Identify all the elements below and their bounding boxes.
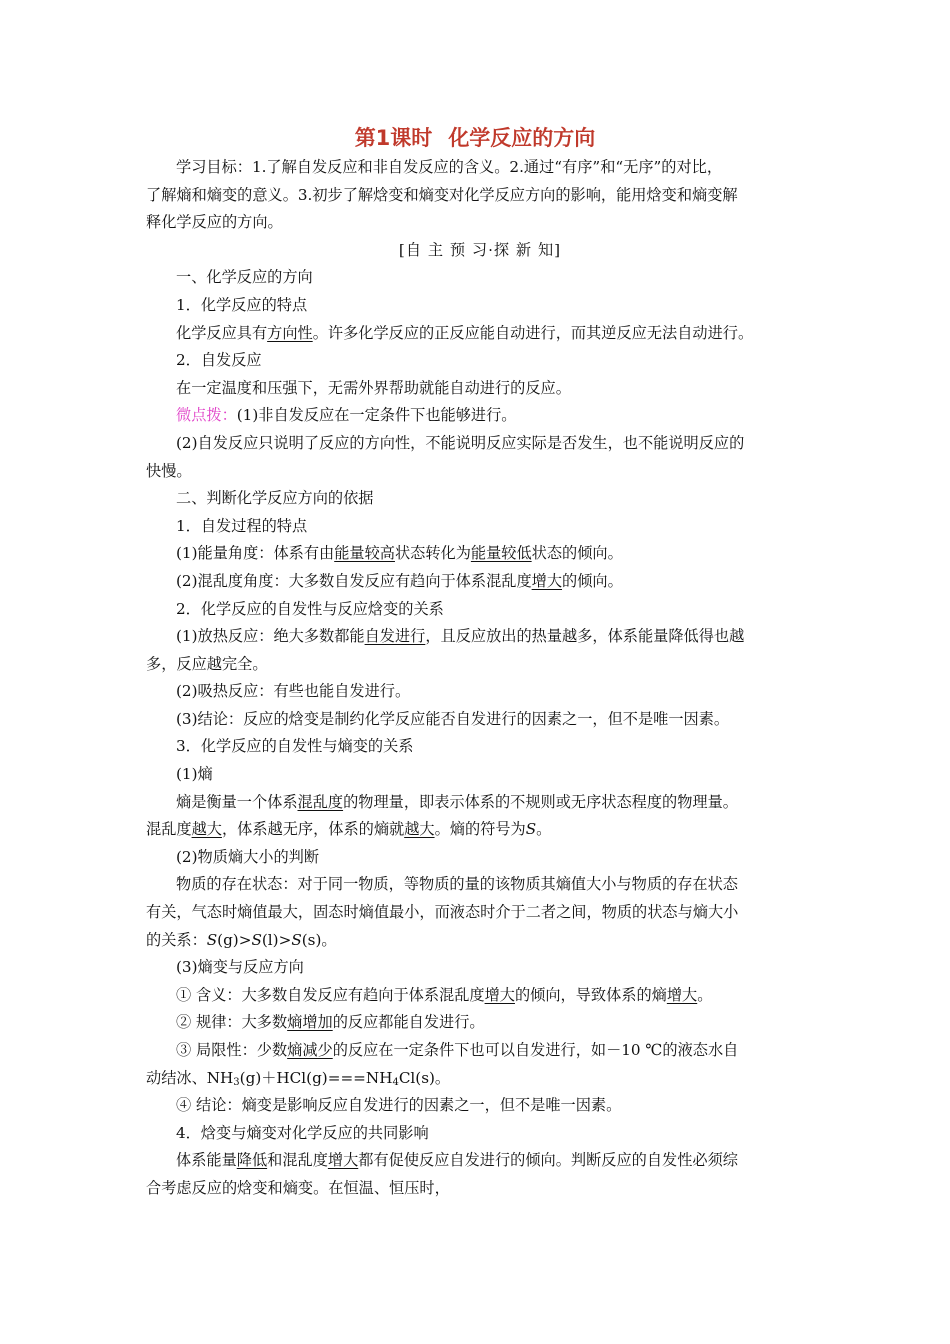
tip-line-2: (2)自发反应只说明了反应的方向性，不能说明反应实际是否发生，也不能说明反应的 (176, 433, 745, 452)
enthalpy-conclusion: (3)结论：反应的焓变是制约化学反应能否自发进行的因素之一，但不是唯一因素。 (176, 709, 730, 728)
meaning-line: ① 含义：大多数自发反应有趋向于体系混乱度增大的倾向，导致体系的熵增大。 (176, 985, 713, 1004)
s2-subheading-4: 4．焓变与熵变对化学反应的共同影响 (176, 1123, 429, 1142)
goals-line-1: 学习目标：1.了解自发反应和非自发反应的含义。2.通过“有序”和“无序”的对比， (176, 158, 723, 176)
endothermic-line: (2)吸热反应：有些也能自发进行。 (176, 682, 411, 701)
s2-subheading-1: 1．自发过程的特点 (176, 516, 308, 535)
s1-paragraph-1: 化学反应具有方向性。许多化学反应的正反应能自动进行，而其逆反应无法自动进行。 (176, 323, 754, 342)
goals-line-3: 释化学反应的方向。 (146, 213, 283, 232)
s2-subheading-2: 2．化学反应的自发性与反应焓变的关系 (176, 599, 444, 618)
entropy-judge-line-3: 的关系：S(g)>S(l)>S(s)。 (146, 930, 337, 949)
s1-subheading-2: 2．自发反应 (176, 351, 262, 370)
limitation-line-1: ③ 局限性：少数熵减少的反应在一定条件下也可以自发进行，如－10 ℃的液态水自 (176, 1041, 739, 1059)
blank-answer: 方向性 (267, 323, 313, 342)
entropy-judge-line-1: 物质的存在状态：对于同一物质，等物质的量的该物质其熵值大小与物质的存在状态 (176, 875, 738, 894)
s1-paragraph-2: 在一定温度和压强下，无需外界帮助就能自动进行的反应。 (176, 378, 571, 397)
blank-answer: 增大 (484, 985, 515, 1004)
tip-label: 微点拨： (176, 406, 237, 425)
section-1-heading: 一、化学反应的方向 (176, 268, 313, 287)
blank-answer: 增大 (327, 1151, 359, 1170)
blank-answer: 熵减少 (287, 1041, 333, 1059)
combined-line-2: 合考虑反应的焓变和熵变。在恒温、恒压时， (146, 1178, 450, 1197)
exothermic-line-1: (1)放热反应：绝大多数都能自发进行，且反应放出的热量越多，体系能量降低得也越 (176, 627, 745, 646)
entropy-def-line-2: 混乱度越大，体系越无序，体系的熵就越大。熵的符号为S。 (146, 820, 552, 839)
entropy-subheading: (1)熵 (176, 765, 213, 784)
blank-answer: 混乱度 (297, 792, 344, 811)
disorder-angle-line: (2)混乱度角度：大多数自发反应有趋向于体系混乱度增大的倾向。 (176, 571, 623, 590)
s1-subheading-1: 1．化学反应的特点 (176, 295, 308, 314)
blank-answer: 越大 (191, 820, 222, 839)
blank-answer: 能量较低 (470, 544, 532, 563)
lesson-number: 第1课时 (354, 126, 433, 150)
s2-subheading-3: 3．化学反应的自发性与熵变的关系 (176, 737, 414, 756)
blank-answer: 熵增加 (287, 1013, 333, 1032)
page-title (0, 122, 950, 152)
energy-angle-line: (1)能量角度：体系有由能量较高状态转化为能量较低状态的倾向。 (176, 544, 623, 563)
exothermic-line-2: 多，反应越完全。 (146, 654, 268, 673)
blank-answer: 降低 (236, 1151, 268, 1170)
blank-answer: 增大 (666, 985, 698, 1004)
section-banner: [自 主 预 习·探 新 知] (398, 240, 562, 259)
blank-answer: 越大 (404, 820, 435, 839)
combined-line-1: 体系能量降低和混乱度增大都有促使反应自发进行的倾向。判断反应的自发性必须综 (176, 1151, 738, 1170)
blank-answer: 自发进行 (364, 627, 426, 646)
entropy-change-subheading: (3)熵变与反应方向 (176, 958, 304, 977)
blank-answer: 能量较高 (334, 544, 395, 563)
entropy-judge-line-2: 有关，气态时熵值最大，固态时熵值最小，而液态时介于二者之间，物质的状态与熵大小 (146, 903, 739, 922)
tip-line-1: 微点拨：(1)非自发反应在一定条件下也能够进行。 (176, 406, 517, 425)
tip-line-3: 快慢。 (146, 461, 192, 480)
document-body (146, 154, 814, 1203)
limitation-line-2: 动结冰、$NH_3(g)+HCl(g)===NH_4Cl(s)$。 (146, 1068, 451, 1088)
section-2-heading: 二、判断化学反应方向的依据 (176, 489, 374, 508)
blank-answer: 增大 (531, 571, 563, 590)
rule-line: ② 规律：大多数熵增加的反应都能自发进行。 (176, 1013, 485, 1032)
entropy-def-line-1: 熵是衡量一个体系混乱度的物理量，即表示体系的不规则或无序状态程度的物理量。 (176, 792, 738, 811)
entropy-conclusion: ④ 结论：熵变是影响反应自发进行的因素之一，但不是唯一因素。 (176, 1096, 622, 1115)
goals-line-2: 了解熵和熵变的意义。3.初步了解焓变和熵变对化学反应方向的影响，能用焓变和熵变解 (146, 185, 738, 204)
entropy-symbol: S (525, 820, 537, 839)
entropy-judge-subheading: (2)物质熵大小的判断 (176, 847, 320, 866)
lesson-topic: 化学反应的方向 (448, 126, 596, 150)
